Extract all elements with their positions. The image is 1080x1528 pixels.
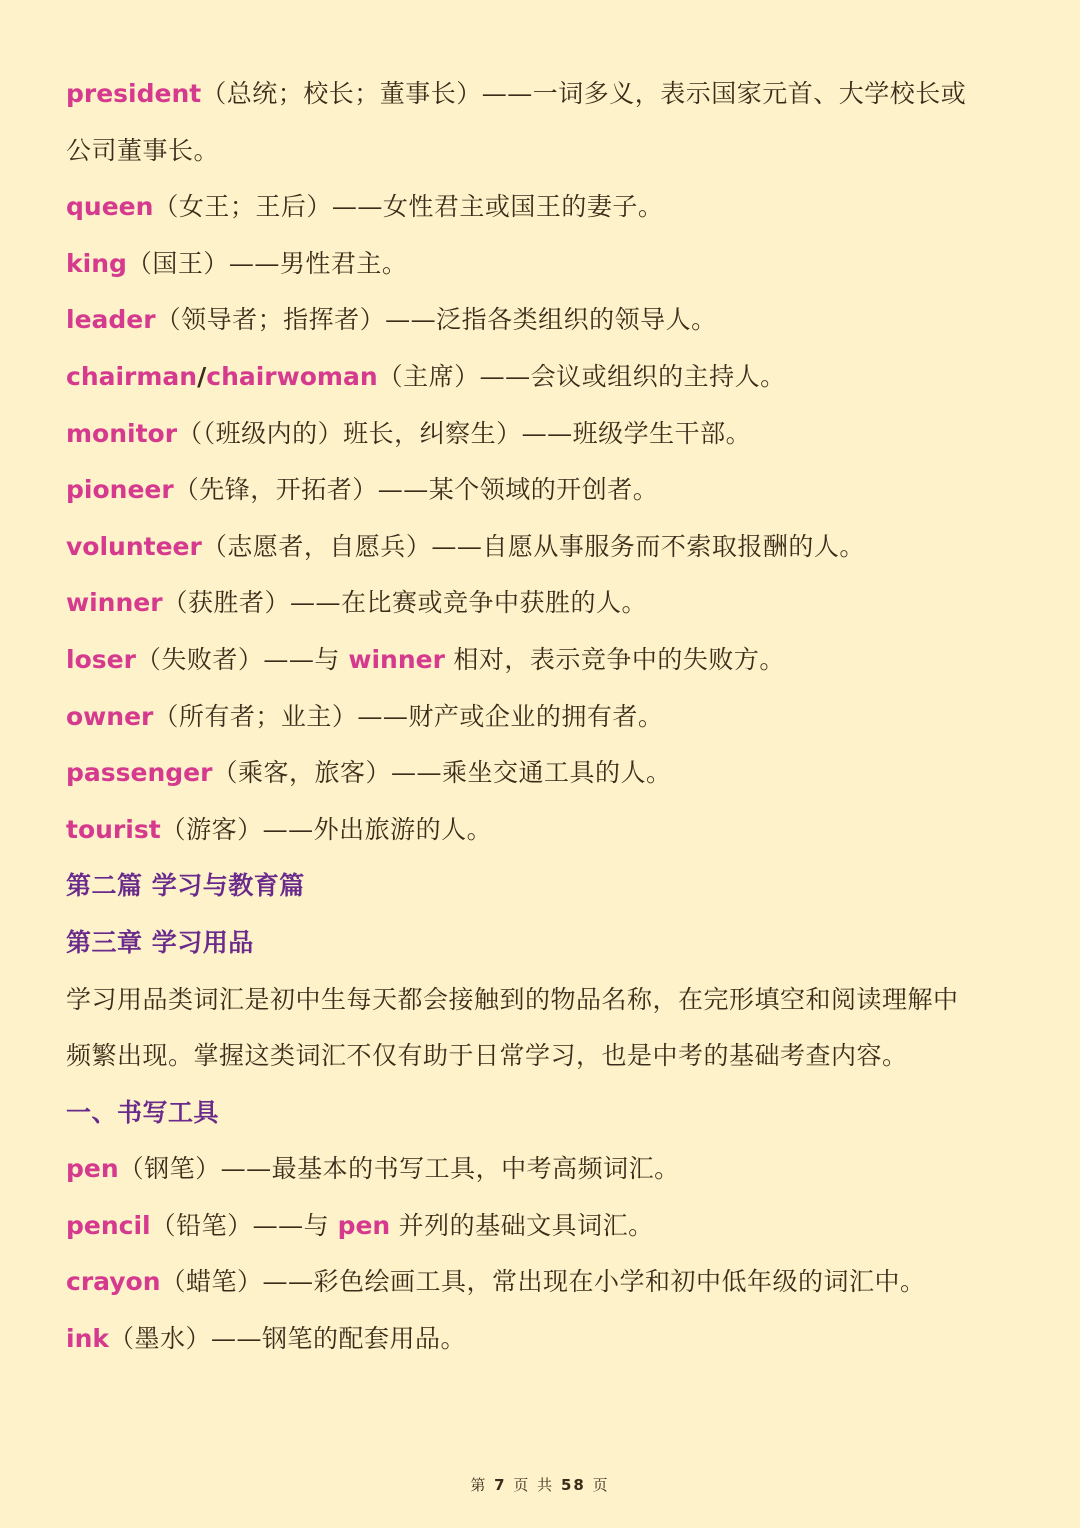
section-heading: 一、书写工具 bbox=[66, 1097, 220, 1127]
vocab-gloss: （失败者）——与 bbox=[135, 644, 349, 674]
vocab-reference: winner bbox=[348, 644, 445, 674]
entry-line bbox=[66, 1254, 1026, 1311]
vocab-gloss: （志愿者，自愿兵）——自愿从事服务而不索取报酬的人。 bbox=[201, 531, 865, 561]
vocab-gloss: （钢笔）——最基本的书写工具，中考高频词汇。 bbox=[118, 1154, 680, 1184]
vocab-gloss: （总统；校长；董事长）——一词多义，表示国家元首、大学校长或 bbox=[201, 79, 967, 108]
vocab-term: pen bbox=[66, 1154, 119, 1184]
text-line: 公司董事长。 bbox=[66, 135, 220, 165]
part-heading: 第二篇 学习与教育篇 bbox=[66, 871, 305, 901]
vocab-term: president bbox=[66, 79, 202, 108]
paragraph-line: 学习用品类词汇是初中生每天都会接触到的物品名称，在完形填空和阅读理解中 bbox=[66, 984, 959, 1014]
paragraph-line: 频繁出现。掌握这类词汇不仅有助于日常学习，也是中考的基础考查内容。 bbox=[66, 1041, 908, 1071]
vocab-gloss: （获胜者）——在比赛或竞争中获胜的人。 bbox=[162, 588, 648, 618]
vocab-gloss: （先锋，开拓者）——某个领域的开创者。 bbox=[173, 475, 659, 505]
footer-suffix: 页 bbox=[592, 1476, 610, 1494]
vocab-gloss: （国王）——男性君主。 bbox=[126, 248, 408, 278]
vocab-term: crayon bbox=[66, 1267, 161, 1297]
entry-line bbox=[66, 349, 1026, 406]
vocab-term: pencil bbox=[66, 1210, 151, 1240]
vocab-term: winner bbox=[66, 588, 163, 618]
entry-line bbox=[66, 632, 1026, 689]
vocab-term: tourist bbox=[66, 814, 161, 844]
vocab-gloss: （铅笔）——与 bbox=[150, 1210, 338, 1240]
footer-middle: 页 共 bbox=[513, 1476, 555, 1494]
entry-line bbox=[66, 406, 1026, 463]
vocab-gloss: （（班级内的）班长，纠察生）——班级学生干部。 bbox=[177, 418, 752, 448]
vocab-gloss-tail: 并列的基础文具词汇。 bbox=[390, 1210, 654, 1240]
vocab-term: volunteer bbox=[66, 531, 202, 561]
page-number: 7 bbox=[494, 1476, 507, 1494]
vocab-term: loser bbox=[66, 644, 136, 674]
vocab-gloss: （墨水）——钢笔的配套用品。 bbox=[109, 1324, 467, 1354]
chapter-heading: 第三章 学习用品 bbox=[66, 927, 254, 957]
entry-line bbox=[66, 519, 1026, 576]
vocab-gloss: （所有者；业主）——财产或企业的拥有者。 bbox=[153, 701, 664, 731]
vocab-gloss: （乘客，旅客）——乘坐交通工具的人。 bbox=[212, 758, 672, 788]
vocab-gloss: （蜡笔）——彩色绘画工具，常出现在小学和初中低年级的词汇中。 bbox=[160, 1267, 926, 1297]
vocab-term: chairman bbox=[66, 361, 198, 391]
entry-line bbox=[66, 575, 1026, 632]
footer-prefix: 第 bbox=[470, 1476, 488, 1494]
entry-line bbox=[66, 1311, 1026, 1368]
entry-line bbox=[66, 462, 1026, 519]
vocab-term: king bbox=[66, 248, 127, 278]
vocab-gloss: （女王；王后）——女性君主或国王的妻子。 bbox=[153, 192, 664, 222]
term-separator: / bbox=[197, 361, 207, 391]
vocab-gloss: （游客）——外出旅游的人。 bbox=[160, 814, 493, 844]
vocab-term: owner bbox=[66, 701, 154, 731]
vocab-reference: pen bbox=[337, 1210, 391, 1240]
vocab-term: ink bbox=[66, 1324, 109, 1354]
entry-line bbox=[66, 802, 1026, 859]
entry-line bbox=[66, 745, 1026, 802]
vocab-term: monitor bbox=[66, 418, 178, 448]
entry-line bbox=[66, 1198, 1026, 1255]
page-footer bbox=[0, 1474, 1080, 1495]
entry-line bbox=[66, 66, 1026, 123]
vocab-term: queen bbox=[66, 192, 154, 222]
vocab-term: leader bbox=[66, 305, 156, 335]
vocab-term: pioneer bbox=[66, 475, 174, 505]
vocab-term: passenger bbox=[66, 758, 213, 788]
vocab-gloss-tail: 相对，表示竞争中的失败方。 bbox=[444, 644, 785, 674]
vocab-gloss: （领导者；指挥者）——泛指各类组织的领导人。 bbox=[155, 305, 717, 335]
entry-line bbox=[66, 236, 1026, 293]
document-body bbox=[66, 66, 1026, 1368]
entry-line bbox=[66, 1141, 1026, 1198]
page-total: 58 bbox=[560, 1476, 586, 1494]
vocab-term-alt: chairwoman bbox=[206, 361, 378, 391]
entry-line bbox=[66, 292, 1026, 349]
vocab-gloss: （主席）——会议或组织的主持人。 bbox=[377, 361, 786, 391]
entry-line bbox=[66, 689, 1026, 746]
entry-line bbox=[66, 179, 1026, 236]
